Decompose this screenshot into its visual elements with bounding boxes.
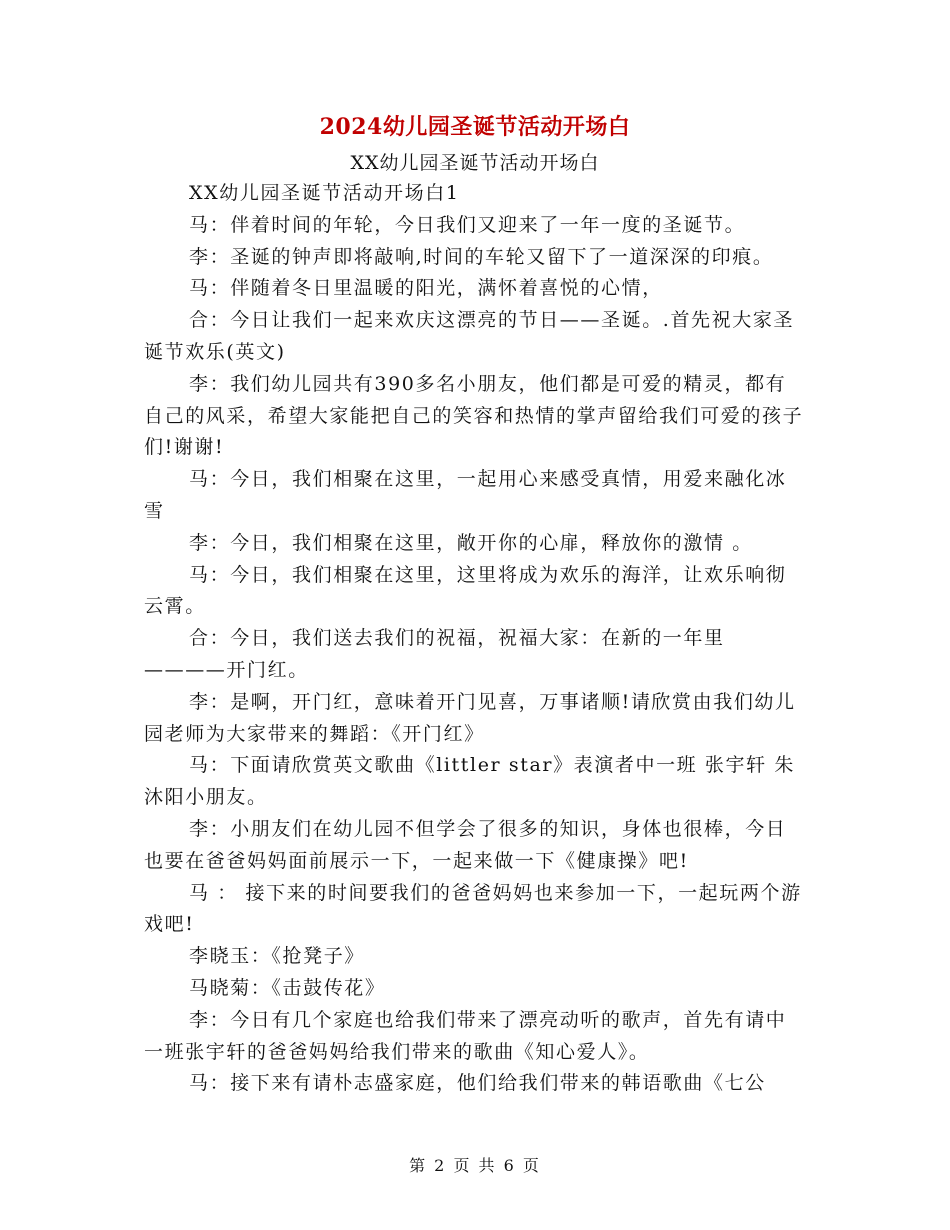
paragraph: 马 ： 接下来的时间要我们的爸爸妈妈也来参加一下，一起玩两个游戏吧! xyxy=(144,881,802,936)
paragraph: 马：伴着时间的年轮，今日我们又迎来了一年一度的圣诞节。 xyxy=(189,213,746,236)
paragraph: 合：今日让我们一起来欢庆这漂亮的节日——圣诞。.首先祝大家圣诞节欢乐(英文) xyxy=(144,309,795,363)
document-body xyxy=(144,178,806,1100)
paragraph: 马：伴随着冬日里温暖的阳光，满怀着喜悦的心情， xyxy=(189,277,663,300)
paragraph: 马晓菊：《击鼓传花》 xyxy=(189,976,386,999)
paragraph: 李：是啊，开门红，意味着开门见喜，万事诸顺!请欣赏由我们幼儿园老师为大家带来的舞蹈：《开门红》 xyxy=(144,690,796,745)
document-subtitle: XX幼儿园圣诞节活动开场白 xyxy=(350,152,600,174)
document-title: 2024幼儿园圣诞节活动开场白 xyxy=(319,114,631,140)
paragraph: 李：小朋友们在幼儿园不但学会了很多的知识，身体也很棒，今日也要在爸爸妈妈面前展示一下，一起来做一下《健康操》吧! xyxy=(144,817,787,872)
paragraph: 李：我们幼儿园共有390多名小朋友，他们都是可爱的精灵，都有自己的风采，希望大家能把自己的笑容和热情的掌声留给我们可爱的孩子们!谢谢! xyxy=(144,372,804,459)
paragraph: 李：今日，我们相聚在这里，敞开你的心扉，释放你的激情 。 xyxy=(189,531,753,554)
paragraph: 李：今日有几个家庭也给我们带来了漂亮动听的歌声，首先有请中一班张宇轩的爸爸妈妈给我们带来的歌曲《知心爱人》。 xyxy=(144,1008,787,1063)
page-number-footer: 第 2 页 共 6 页 xyxy=(409,1156,541,1175)
paragraph: XX幼儿园圣诞节活动开场白1 xyxy=(189,182,460,204)
paragraph: 马：今日，我们相聚在这里，一起用心来感受真情，用爱来融化冰雪 xyxy=(144,468,787,522)
paragraph: 马：接下来有请朴志盛家庭，他们给我们带来的韩语歌曲《七公 xyxy=(189,1072,766,1095)
paragraph: 李晓玉：《抢凳子》 xyxy=(189,945,365,968)
paragraph: 李：圣诞的钟声即将敲响,时间的车轮又留下了一道深深的印痕。 xyxy=(189,245,774,268)
paragraph: 马：下面请欣赏英文歌曲《littler star》表演者中一班 张宇轩 朱沐阳小朋友。 xyxy=(144,754,795,809)
paragraph: 马：今日，我们相聚在这里，这里将成为欢乐的海洋，让欢乐响彻云霄。 xyxy=(144,563,787,618)
paragraph: 合：今日，我们送去我们的祝福，祝福大家：在新的一年里————开门红。 xyxy=(144,627,725,681)
